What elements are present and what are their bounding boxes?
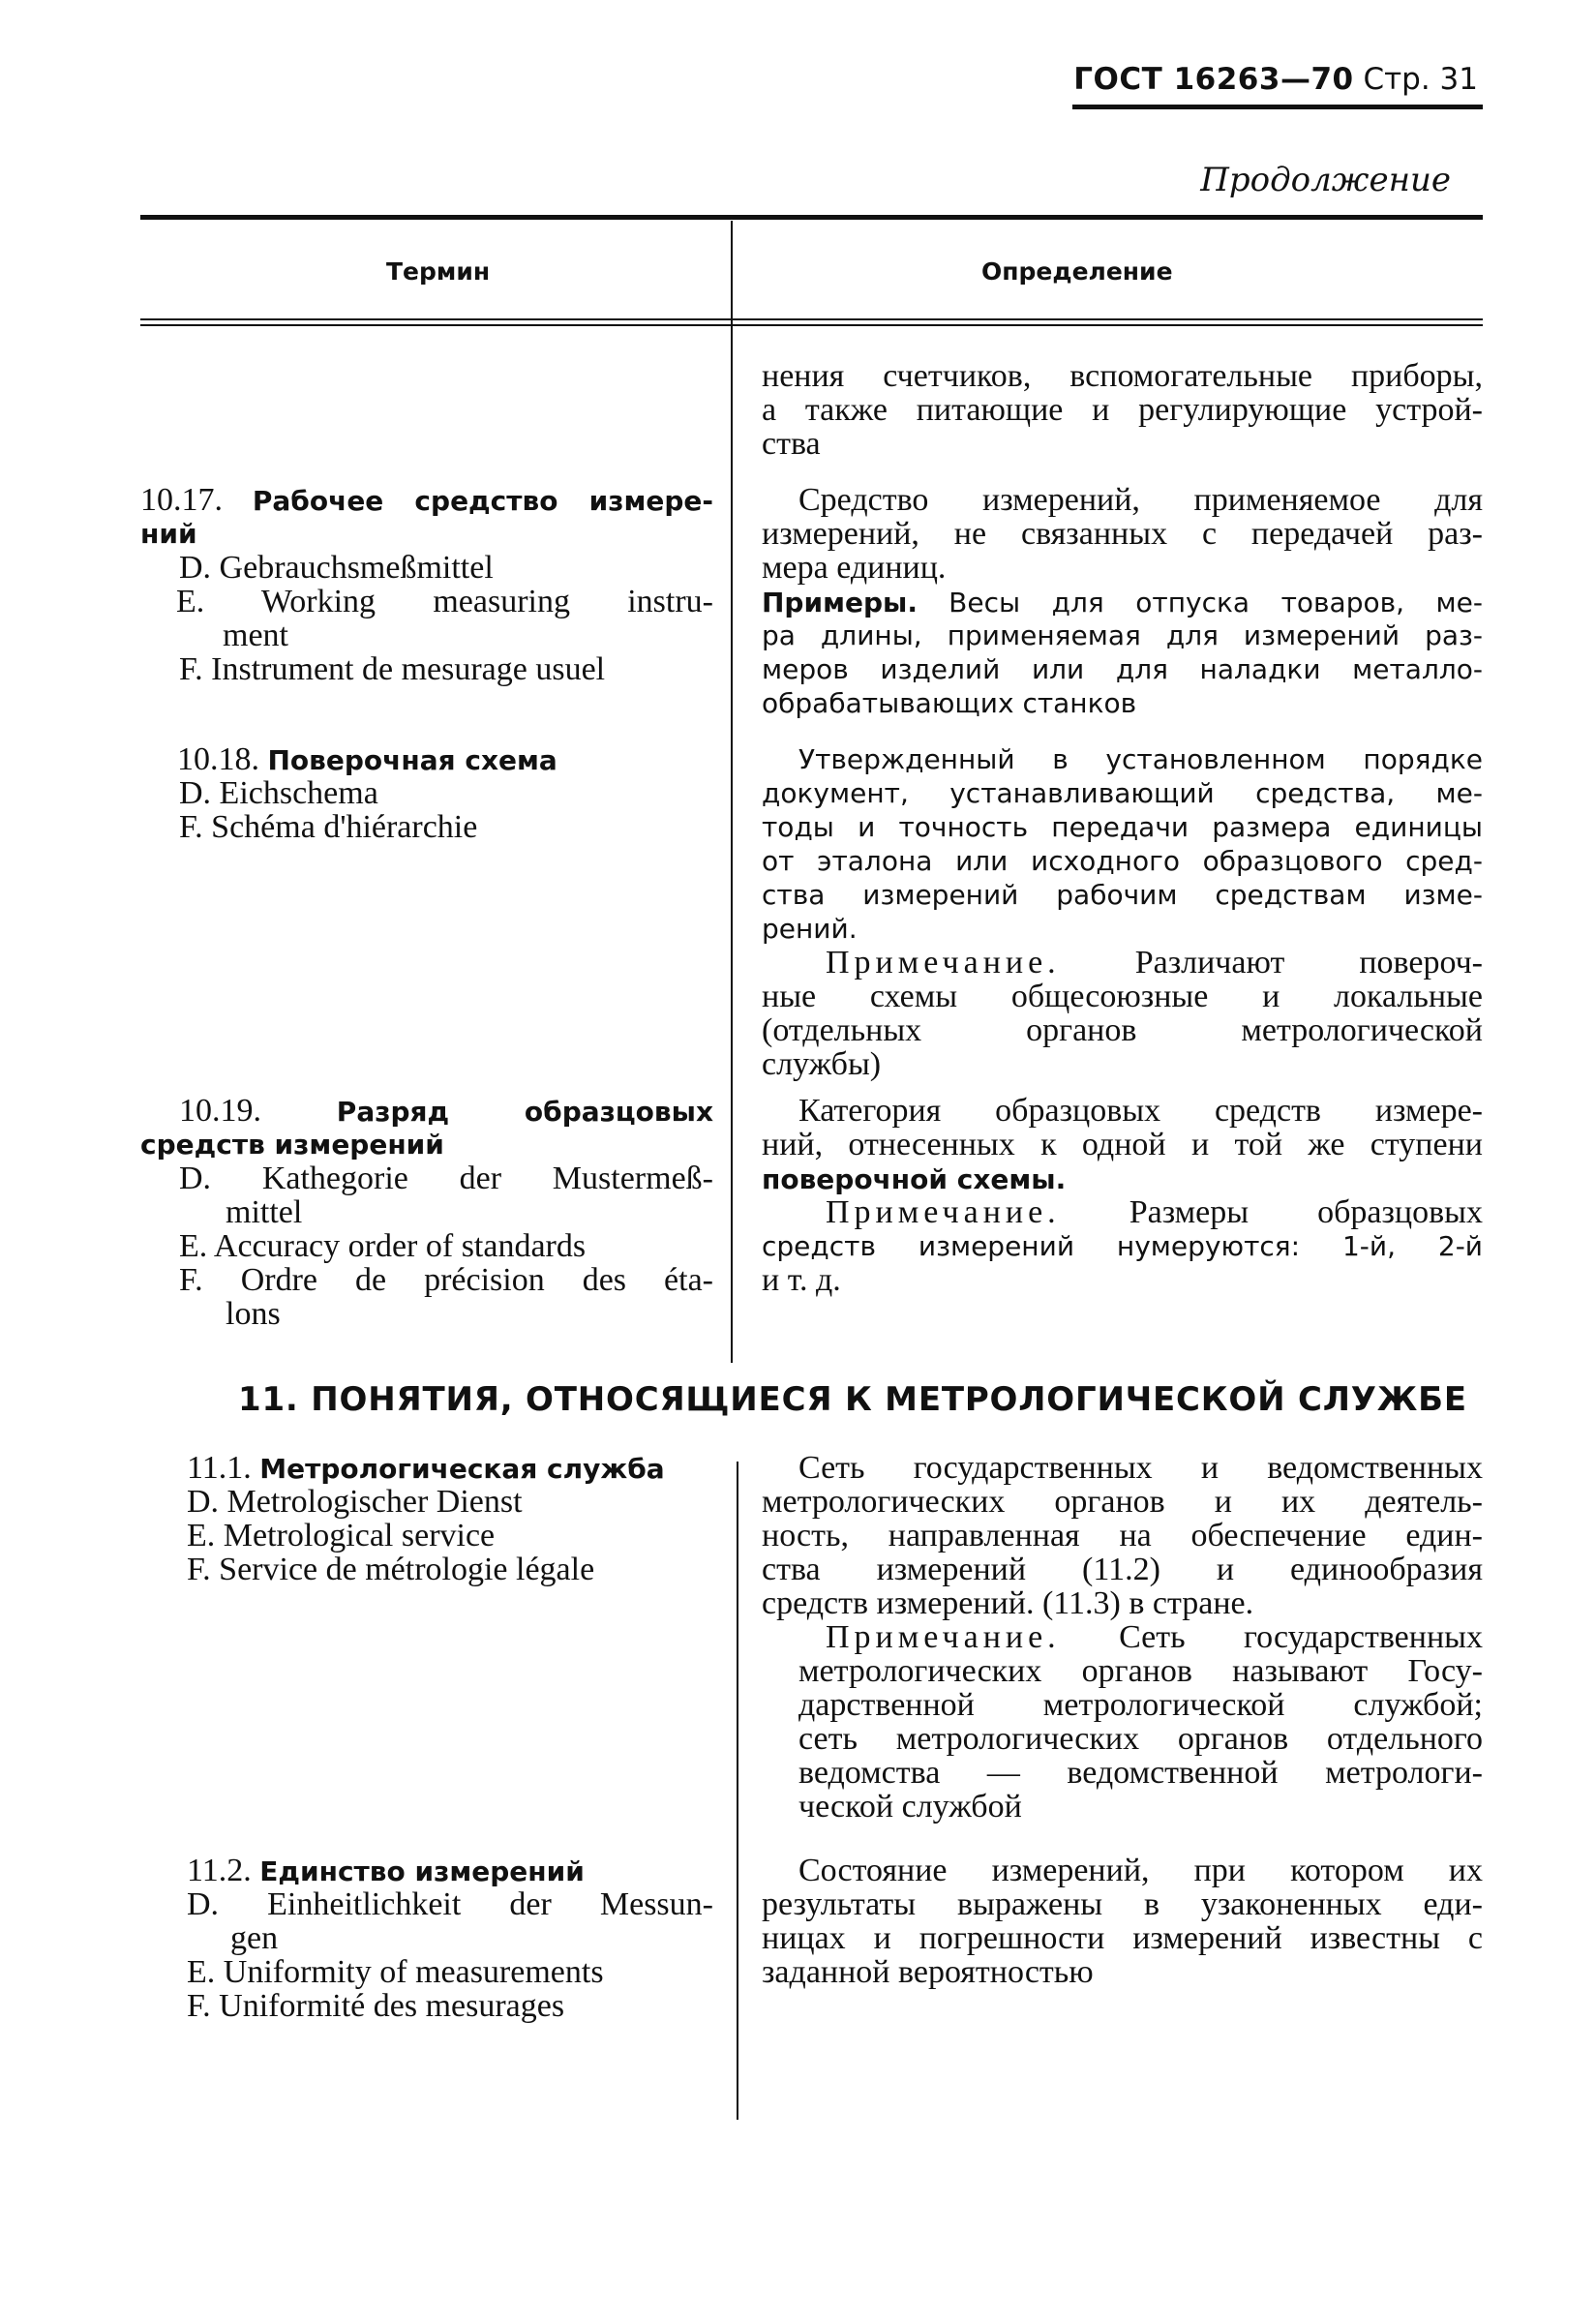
note-line: службы) bbox=[762, 1046, 882, 1082]
definition-line: ний, отнесенных к одной и той же ступени bbox=[762, 1127, 1483, 1162]
term-title: 10.18. Поверочная схема bbox=[177, 741, 557, 777]
page-number: Стр. 31 bbox=[1363, 62, 1478, 97]
note-line: метрологических органов называют Госу- bbox=[798, 1653, 1483, 1689]
note-line: Примечание. Размеры образцовых bbox=[826, 1194, 1483, 1230]
column-divider bbox=[737, 1462, 738, 2120]
definition-10-17 bbox=[762, 483, 1483, 720]
term-title-cont: ний bbox=[140, 518, 197, 550]
page-header bbox=[1073, 62, 1478, 97]
term-english: E. Metrological service bbox=[187, 1518, 496, 1553]
note-line: дарственной метрологической службой; bbox=[798, 1687, 1483, 1723]
term-german-cont: mittel bbox=[226, 1194, 303, 1230]
note-line: ческой службой bbox=[798, 1789, 1022, 1824]
term-french: F. Service de métrologie légale bbox=[187, 1552, 595, 1587]
term-french-cont: lons bbox=[226, 1296, 281, 1332]
term-german-cont: gen bbox=[230, 1920, 279, 1956]
example-line: обрабатывающих станков bbox=[762, 687, 1137, 719]
definition-11-1 bbox=[762, 1451, 1483, 1824]
definition-line: ность, направленная на обеспечение един- bbox=[762, 1518, 1483, 1553]
note-line: Примечание. Различают повероч- bbox=[826, 945, 1483, 980]
definition-line: ства измерений рабочим средствам изме- bbox=[762, 879, 1483, 911]
term-10-18 bbox=[140, 742, 713, 844]
example-line: ра длины, применяемая для измерений раз- bbox=[762, 619, 1483, 651]
column-header-term: Термин bbox=[386, 257, 491, 286]
term-10-19 bbox=[140, 1094, 713, 1331]
definition-line: ства bbox=[762, 426, 821, 462]
example-line: Примеры. Весы для отпуска товаров, ме- bbox=[762, 587, 1483, 618]
section-title: 11. ПОНЯТИЯ, ОТНОСЯЩИЕСЯ К МЕТРОЛОГИЧЕСКОЙ СЛУЖБЕ bbox=[238, 1380, 1467, 1419]
definition-line: метрологических органов и их деятель- bbox=[762, 1484, 1483, 1520]
term-11-1 bbox=[140, 1451, 713, 1586]
header-rule bbox=[1072, 105, 1483, 109]
term-german: D. Einheitlichkeit der Messun- bbox=[187, 1886, 713, 1922]
definition-line: Средство измерений, применяемое для bbox=[798, 482, 1483, 518]
term-english: E. Working measuring instru- bbox=[176, 584, 713, 619]
definition-line: ства измерений (11.2) и единообразия bbox=[762, 1552, 1483, 1587]
note-line: (отдельных органов метрологической bbox=[762, 1012, 1483, 1048]
term-10-17 bbox=[140, 483, 713, 686]
definition-11-2 bbox=[762, 1854, 1483, 1989]
table-header-rule-2 bbox=[140, 324, 1483, 326]
note-line: и т. д. bbox=[762, 1262, 841, 1298]
definition-line: Утвержденный в установленном порядке bbox=[798, 743, 1483, 775]
standard-number: ГОСТ 16263—70 bbox=[1073, 62, 1354, 97]
definition-line: поверочной схемы. bbox=[762, 1163, 1067, 1195]
term-title-cont: средств измерений bbox=[140, 1129, 444, 1161]
term-german: D. Metrologischer Dienst bbox=[187, 1484, 523, 1520]
column-header-definition: Определение bbox=[981, 257, 1173, 286]
term-german: D. Kathegorie der Mustermeß- bbox=[179, 1161, 713, 1196]
definition-line: заданной вероятностью bbox=[762, 1954, 1094, 1990]
term-english: E. Accuracy order of standards bbox=[179, 1228, 587, 1264]
example-line: меров изделий или для наладки металло- bbox=[762, 653, 1483, 685]
definition-line: тоды и точность передачи размера единицы bbox=[762, 811, 1483, 843]
term-title: 11.2. Единство измерений bbox=[187, 1853, 585, 1888]
note-line: сеть метрологических органов отдельного bbox=[798, 1721, 1483, 1757]
column-divider bbox=[731, 221, 733, 1363]
note-line: Примечание. Сеть государственных bbox=[826, 1619, 1484, 1655]
definition-line: Сеть государственных и ведомственных bbox=[798, 1450, 1483, 1486]
term-french: F. Uniformité des mesurages bbox=[187, 1988, 565, 2024]
term-title: 10.17. Рабочее средство измере- bbox=[140, 482, 713, 518]
continuation-label: Продолжение bbox=[1200, 161, 1451, 199]
term-german: D. Eichschema bbox=[179, 775, 378, 811]
term-english-cont: ment bbox=[223, 618, 288, 653]
definition-line: мера единиц. bbox=[762, 550, 947, 586]
definition-line: ницах и погрешности измерений известны с bbox=[762, 1920, 1483, 1956]
definition-line: от эталона или исходного образцового сред- bbox=[762, 845, 1483, 877]
definition-10-18 bbox=[762, 742, 1483, 1081]
definition-line: документ, устанавливающий средства, ме- bbox=[762, 777, 1483, 809]
definition-line: результаты выражены в узаконенных еди- bbox=[762, 1886, 1483, 1922]
table-header-rule-1 bbox=[140, 318, 1483, 320]
note-line: средств измерений нумеруются: 1-й, 2-й bbox=[762, 1230, 1483, 1262]
note-line: ведомства — ведомственной метрологи- bbox=[798, 1755, 1483, 1791]
continued-definition bbox=[762, 359, 1483, 461]
definition-line: а также питающие и регулирующие устрой- bbox=[762, 392, 1483, 428]
term-title: 10.19. Разряд образцовых bbox=[179, 1093, 714, 1129]
term-title: 11.1. Метрологическая служба bbox=[187, 1450, 665, 1486]
table-top-rule bbox=[140, 215, 1483, 220]
definition-line: Категория образцовых средств измере- bbox=[798, 1093, 1483, 1129]
definition-line: Состояние измерений, при котором их bbox=[798, 1853, 1483, 1888]
term-french: F. Instrument de mesurage usuel bbox=[179, 651, 606, 687]
note-line: ные схемы общесоюзные и локальные bbox=[762, 979, 1483, 1014]
term-english: E. Uniformity of measurements bbox=[187, 1954, 604, 1990]
definition-line: средств измерений. (11.3) в стране. bbox=[762, 1585, 1254, 1621]
definition-line: измерений, не связанных с передачей раз- bbox=[762, 516, 1483, 552]
term-french: F. Ordre de précision des éta- bbox=[179, 1262, 713, 1298]
term-french: F. Schéma d'hiérarchie bbox=[179, 809, 478, 845]
definition-line: рений. bbox=[762, 913, 858, 945]
definition-line: нения счетчиков, вспомогательные приборы, bbox=[762, 358, 1483, 394]
term-german: D. Gebrauchsmeßmittel bbox=[179, 550, 494, 586]
definition-10-19 bbox=[762, 1094, 1483, 1297]
term-11-2 bbox=[140, 1854, 713, 2023]
